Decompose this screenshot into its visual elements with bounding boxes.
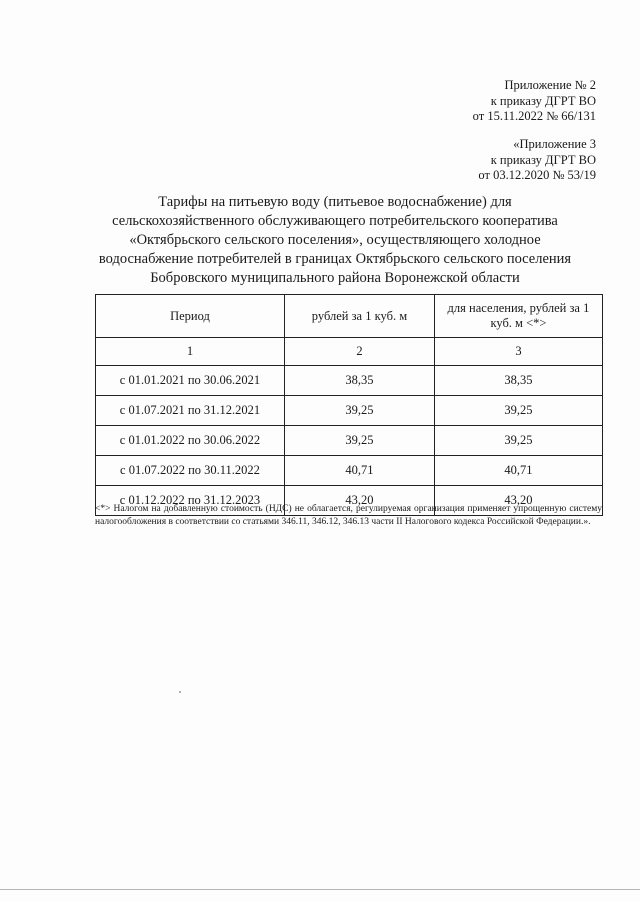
header-population-rate — [434, 295, 602, 338]
scan-edge-line — [0, 889, 640, 890]
table-row — [96, 456, 603, 486]
annex-reference-previous — [478, 137, 596, 184]
table-row — [96, 426, 603, 456]
title-line: сельскохозяйственного обслуживающего потребительского кооператива — [112, 213, 558, 229]
scan-speck — [179, 691, 181, 693]
column-number: 3 — [434, 338, 602, 366]
annex-order: к приказу ДГРТ ВО — [490, 93, 596, 108]
tariff-table — [95, 294, 603, 516]
rate-cell: 43,20 — [284, 486, 434, 516]
period-cell: с 01.01.2021 по 30.06.2021 — [96, 366, 285, 396]
rate-cell: 39,25 — [284, 396, 434, 426]
annex-number: «Приложение 3 — [513, 137, 596, 151]
column-number: 2 — [284, 338, 434, 366]
annex-order: к приказу ДГРТ ВО — [490, 152, 596, 167]
title-line: «Октябрьского сельского поселения», осуществляющего холодное — [129, 232, 541, 248]
header-population-line: куб. м <*> — [490, 316, 547, 330]
period-cell: с 01.01.2022 по 30.06.2022 — [96, 426, 285, 456]
annex-date: от 03.12.2020 № 53/19 — [478, 168, 596, 182]
period-cell: с 01.12.2022 по 31.12.2023 — [96, 486, 285, 516]
population-rate-cell: 39,25 — [434, 396, 602, 426]
population-rate-cell: 39,25 — [434, 426, 602, 456]
table-row — [96, 396, 603, 426]
header-rate: рублей за 1 куб. м — [284, 295, 434, 338]
rate-cell: 38,35 — [284, 366, 434, 396]
title-line: Тарифы на питьевую воду (питьевое водоснабжение) для — [158, 194, 512, 210]
header-period: Период — [96, 295, 285, 338]
table-header-row — [96, 295, 603, 338]
period-cell: с 01.07.2021 по 31.12.2021 — [96, 396, 285, 426]
header-population-line: для населения, рублей за 1 — [447, 301, 590, 315]
population-rate-cell: 43,20 — [434, 486, 602, 516]
period-cell: с 01.07.2022 по 30.11.2022 — [96, 456, 285, 486]
annex-reference-current — [473, 78, 596, 125]
title-line: водоснабжение потребителей в границах Октябрьского сельского поселения — [98, 251, 572, 267]
column-number: 1 — [96, 338, 285, 366]
annex-number: Приложение № 2 — [504, 78, 596, 92]
table-row — [96, 366, 603, 396]
document-title — [70, 193, 600, 288]
title-line: Бобровского муниципального района Воронежской области — [150, 270, 520, 286]
footnote: <*> Налогом на добавленную стоимость (НДС) не облагается, регулируемая организация применяет упрощенную систему налогообложения в соответствии со статьями 346.11, 346.12, 346.13 части II Налогового кодекса Российской Федерации.». — [95, 504, 602, 527]
annex-date: от 15.11.2022 № 66/131 — [472, 109, 596, 123]
rate-cell: 40,71 — [284, 456, 434, 486]
population-rate-cell: 40,71 — [434, 456, 602, 486]
population-rate-cell: 38,35 — [434, 366, 602, 396]
column-number-row — [96, 338, 603, 366]
rate-cell: 39,25 — [284, 426, 434, 456]
